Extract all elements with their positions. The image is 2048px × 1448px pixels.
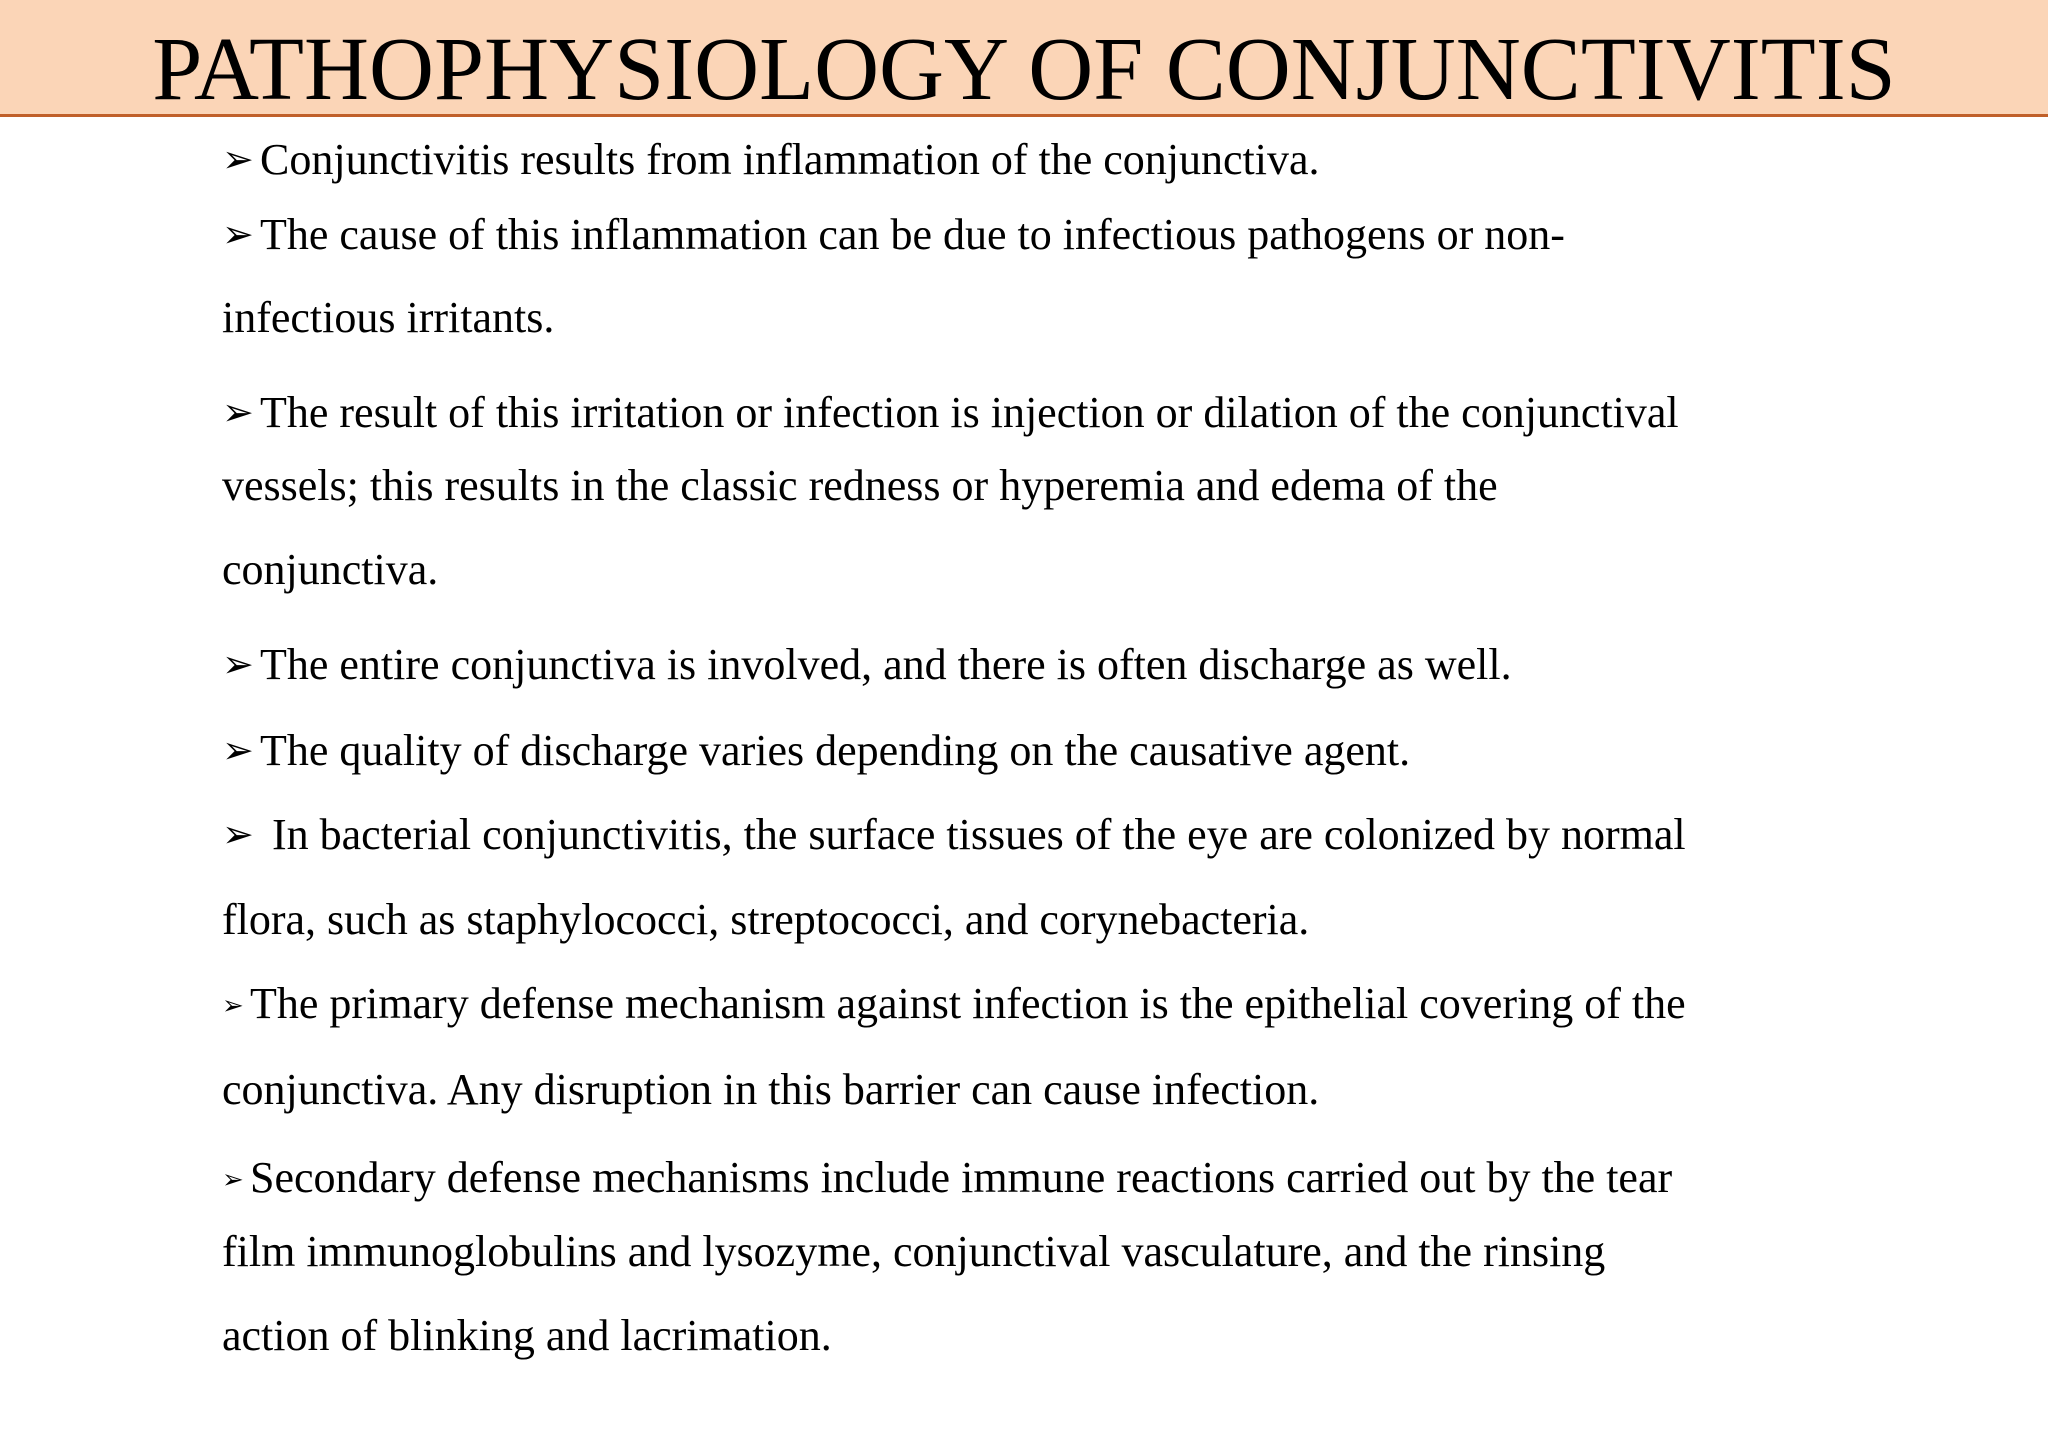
arrowhead-bullet-icon: ➢ [222,642,254,686]
bullet-text: The cause of this inflammation can be due to infectious pathogens or non- [260,210,1565,259]
slide-title: PATHOPHYSIOLOGY OF CONJUNCTIVITIS [152,20,1896,119]
list-item-continuation [222,1228,1605,1276]
list-item [222,980,1686,1030]
bullet-text: The entire conjunctiva is involved, and there is often discharge as well. [260,640,1512,689]
list-item [222,135,1319,184]
list-item [222,810,1686,859]
bullet-text: conjunctiva. Any disruption in this barrier can cause infection. [222,1065,1320,1114]
bullet-text: conjunctiva. [222,545,439,594]
arrowhead-bullet-icon: ➢ [222,812,254,856]
list-item-continuation [222,1066,1319,1114]
list-item [222,640,1512,689]
bullet-text: Secondary defense mechanisms include immune reactions carried out by the tear [250,1153,1673,1202]
list-item-continuation [222,546,438,594]
title-band [0,0,2048,117]
bullet-text: action of blinking and lacrimation. [222,1311,832,1360]
bullet-text: vessels; this results in the classic redness or hyperemia and edema of the [222,461,1498,510]
bullet-text: The result of this irritation or infection is injection or dilation of the conjunctival [260,388,1679,437]
bullet-text: flora, such as staphylococci, streptococci, and corynebacteria. [222,895,1310,944]
list-item [222,1154,1672,1204]
bullet-text: Conjunctivitis results from inflammation of the conjunctiva. [260,135,1320,184]
list-item [222,210,1565,259]
bullet-text: film immunoglobulins and lysozyme, conjunctival vasculature, and the rinsing [222,1227,1606,1276]
bullet-text: In bacterial conjunctivitis, the surface tissues of the eye are colonized by normal [272,810,1686,859]
bullet-text: infectious irritants. [222,293,555,342]
list-item-continuation [222,294,554,342]
arrowhead-bullet-icon: ➢ [222,728,254,772]
arrowhead-bullet-icon: ➢ [222,137,254,181]
list-item [222,726,1410,775]
arrowhead-bullet-icon: ➢ [222,212,254,256]
list-item-continuation [222,1312,832,1360]
list-item-continuation [222,462,1498,510]
arrowhead-bullet-icon: ➢ [222,390,254,434]
list-item-continuation [222,896,1309,944]
arrowhead-bullet-icon: ➢ [222,991,244,1021]
list-item [222,388,1679,437]
bullet-text: The quality of discharge varies depending on the causative agent. [260,726,1411,775]
bullet-text: The primary defense mechanism against infection is the epithelial covering of the [250,979,1686,1028]
arrowhead-bullet-icon: ➢ [222,1165,244,1195]
